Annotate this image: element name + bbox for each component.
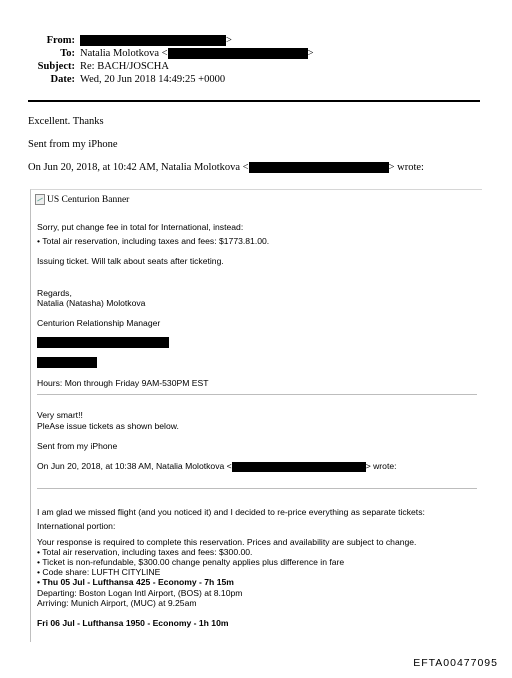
hours: Hours: Mon through Friday 9AM-530PM EST: [37, 378, 209, 388]
subject-value: Re: BACH/JOSCHA: [80, 61, 169, 72]
international-portion: International portion:: [37, 521, 116, 531]
separator: [37, 488, 477, 489]
regards: Regards,: [37, 288, 72, 298]
glad-line: I am glad we missed flight (and you noticed it) and I decided to re-price everything as separate tickets:: [37, 507, 425, 517]
date-label: Date:: [50, 74, 75, 85]
quoted-message: [30, 189, 482, 642]
bullet-ticket: • Ticket is non-refundable, $300.00 change penalty applies plus difference in fare: [37, 557, 345, 567]
redaction-bar: [37, 337, 169, 348]
redaction-bar: [232, 462, 366, 472]
reply-line-1: Excellent. Thanks: [28, 116, 104, 127]
redaction-bar: [37, 357, 97, 368]
banner-alt-text: US Centurion Banner: [47, 194, 130, 205]
quoted-p1-bullet: • Total air reservation, including taxes and fees: $1773.81.00.: [37, 236, 270, 246]
response-required: Your response is required to complete this reservation. Prices and availability are subject to change.: [37, 537, 417, 547]
quote2-intro: On Jun 20, 2018, at 10:38 AM, Natalia Molotkova < > wrote:: [37, 461, 397, 471]
signature-name: Natalia (Natasha) Molotkova: [37, 298, 146, 308]
very-smart: Very smart!!: [37, 410, 83, 420]
from-label: From:: [46, 35, 75, 46]
header-divider: [28, 100, 480, 102]
flight-1: • Thu 05 Jul - Lufthansa 425 - Economy - 7h 15m: [37, 577, 234, 587]
sent-from-iphone: Sent from my iPhone: [37, 441, 118, 451]
document-id: EFTA00477095: [413, 657, 498, 669]
broken-image-icon: [35, 194, 45, 205]
from-value: >: [80, 34, 232, 47]
redaction-bar: [168, 48, 308, 59]
subject-label: Subject:: [37, 61, 75, 72]
date-value: Wed, 20 Jun 2018 14:49:25 +0000: [80, 74, 226, 85]
bullet-codeshare: • Code share: LUFTH CITYLINE: [37, 567, 161, 577]
redaction-bar: [249, 162, 389, 173]
bullet-total: • Total air reservation, including taxes and fees: $300.00.: [37, 547, 253, 557]
please-issue: PleAse issue tickets as shown below.: [37, 421, 179, 431]
to-label: To:: [60, 48, 75, 59]
reply-line-2: Sent from my iPhone: [28, 139, 118, 150]
signature-title: Centurion Relationship Manager: [37, 318, 161, 328]
quote-intro: On Jun 20, 2018, at 10:42 AM, Natalia Molotkova < > wrote:: [28, 162, 424, 173]
departing: Departing: Boston Logan Intl Airport, (BOS) at 8.10pm: [37, 588, 243, 598]
flight-2: Fri 06 Jul - Lufthansa 1950 - Economy - 1h 10m: [37, 618, 229, 628]
quoted-p2: Issuing ticket. Will talk about seats after ticketing.: [37, 256, 224, 266]
banner-image: [35, 194, 129, 205]
redaction-bar: [80, 35, 226, 46]
separator: [37, 394, 477, 395]
to-value: Natalia Molotkova < >: [80, 48, 314, 59]
quoted-p1: Sorry, put change fee in total for International, instead:: [37, 222, 244, 232]
arriving: Arriving: Munich Airport, (MUC) at 9.25am: [37, 598, 197, 608]
